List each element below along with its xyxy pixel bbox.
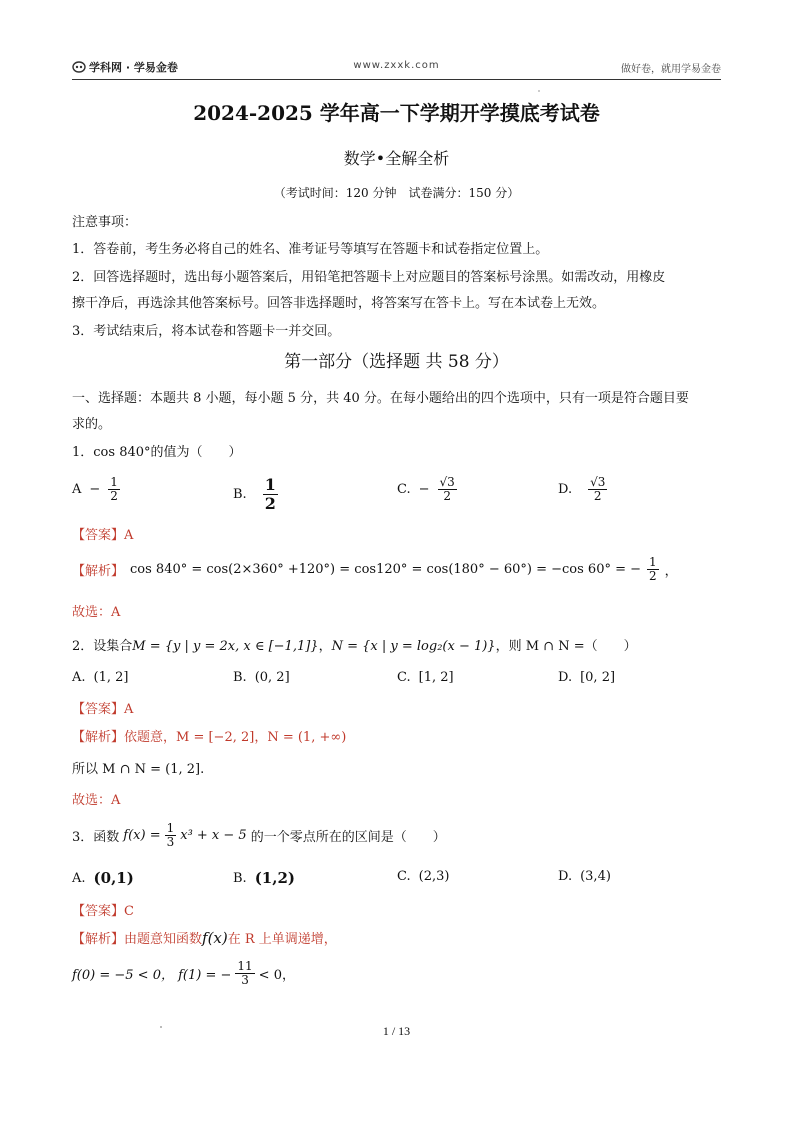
analysis-end: ， bbox=[664, 564, 678, 580]
analysis bbox=[72, 726, 721, 745]
option-d[interactable] bbox=[558, 670, 615, 685]
option-value: (1,2) bbox=[254, 869, 295, 887]
option-value: (0, 2] bbox=[254, 670, 290, 685]
function-name: f(x) = bbox=[123, 828, 161, 844]
analysis bbox=[72, 556, 721, 583]
stem-fraction bbox=[165, 822, 177, 849]
numerator: 1 bbox=[110, 475, 118, 489]
option-value: [0, 2] bbox=[580, 670, 616, 685]
question-number: 1． bbox=[72, 445, 94, 460]
option-label: B. bbox=[233, 486, 247, 502]
notice-heading: 注意事项： bbox=[72, 215, 138, 230]
option-value: [1, 2] bbox=[418, 670, 454, 685]
page-header bbox=[72, 58, 721, 80]
analysis-math: f(0) = −5 < 0， f(1) = − bbox=[72, 968, 232, 984]
denominator: 2 bbox=[110, 489, 118, 504]
option-value: (2,3) bbox=[418, 869, 450, 884]
question-number: 2．设集合 bbox=[72, 639, 133, 654]
option-b[interactable] bbox=[233, 476, 278, 512]
notice-item: 擦干净后，再选涂其他答案标号。回答非选择题时，将答案写在答卡上。写在本试卷上无效。 bbox=[72, 296, 606, 311]
option-label: D. bbox=[558, 670, 573, 685]
question-number: 3．函数 bbox=[72, 830, 120, 846]
question-1-stem bbox=[72, 441, 721, 460]
option-c[interactable] bbox=[397, 476, 457, 503]
numerator: √3 bbox=[439, 475, 455, 489]
section-title: 第一部分（选择题 共 58 分） bbox=[284, 352, 509, 372]
denominator: 2 bbox=[649, 569, 657, 584]
question-text: 的一个零点所在的区间是（ ） bbox=[250, 830, 446, 846]
conclusion: 故选：A bbox=[72, 793, 121, 808]
answer: 【答案】A bbox=[72, 528, 134, 543]
analysis-label: 【解析】 bbox=[72, 932, 125, 947]
set-m-definition: M = {y | y = 2x, x ∈ [−1,1]} bbox=[132, 639, 319, 654]
function-name: f(x) bbox=[202, 929, 228, 947]
analysis-math: < 0， bbox=[258, 968, 295, 984]
question-math: cos 840° bbox=[93, 445, 151, 460]
analysis-fraction bbox=[235, 960, 254, 987]
option-fraction bbox=[588, 476, 607, 503]
option-sign: − bbox=[89, 482, 101, 498]
analysis-text: 依题意，M = [−2, 2]，N = (1, +∞) bbox=[124, 730, 347, 745]
denominator: 2 bbox=[593, 489, 602, 504]
brand-text: 学科网 · 学易金卷 bbox=[89, 61, 178, 74]
option-label: C. bbox=[397, 670, 411, 685]
numerator: 1 bbox=[166, 821, 175, 835]
option-label: D. bbox=[558, 482, 573, 498]
option-c[interactable] bbox=[397, 670, 454, 685]
analysis-fraction bbox=[647, 556, 659, 583]
numerator: 1 bbox=[264, 475, 276, 494]
numerator: 11 bbox=[237, 959, 253, 973]
option-label: A. bbox=[72, 870, 86, 886]
page-subtitle: 数学•全解全析 bbox=[343, 149, 450, 168]
option-fraction bbox=[108, 476, 120, 503]
option-value: (3,4) bbox=[580, 869, 611, 884]
notice-item: 1．答卷前，考生务必将自己的姓名、准考证号等填写在答题卡和试卷指定位置上。 bbox=[72, 242, 549, 257]
question-text: 的值为（ ） bbox=[150, 445, 242, 460]
polynomial: x³ + x − 5 bbox=[180, 828, 247, 844]
site-url[interactable]: www.zxxk.com bbox=[353, 60, 440, 71]
option-label: D. bbox=[558, 869, 573, 884]
separator: ， bbox=[318, 639, 332, 654]
option-label: B. bbox=[233, 870, 247, 886]
option-label: C. bbox=[397, 482, 411, 498]
option-label: B. bbox=[233, 670, 247, 685]
set-n-definition: N = {x | y = log₂(x − 1)} bbox=[331, 639, 496, 654]
analysis-line: 所以 M ∩ N = (1, 2]. bbox=[72, 762, 205, 777]
option-d[interactable] bbox=[558, 476, 607, 503]
question-3-stem bbox=[72, 822, 721, 849]
option-a[interactable] bbox=[72, 670, 128, 685]
analysis-label: 【解析】 bbox=[72, 564, 125, 580]
notice-item: 2．回答选择题时，选出每小题答案后，用铅笔把答题卡上对应题目的答案标号涂黑。如需改动，用橡皮 bbox=[72, 270, 666, 285]
question-2-stem bbox=[72, 635, 721, 654]
denominator: 2 bbox=[443, 489, 451, 504]
option-b[interactable] bbox=[233, 670, 290, 685]
analysis-math: cos 840° = cos(2×360° +120°) = cos120° = cos(180° − 60°) = −cos 60° = − bbox=[130, 562, 642, 578]
answer: 【答案】C bbox=[72, 904, 134, 919]
page-number: 1 / 13 bbox=[382, 1024, 411, 1038]
option-label: A bbox=[72, 482, 82, 498]
numerator: 1 bbox=[649, 555, 657, 569]
option-b[interactable] bbox=[233, 869, 295, 887]
denominator: 3 bbox=[166, 835, 175, 850]
option-sign: − bbox=[418, 482, 430, 498]
answer: 【答案】A bbox=[72, 702, 134, 717]
analysis-text: 在 R 上单调递增， bbox=[227, 932, 337, 947]
analysis bbox=[72, 928, 721, 947]
option-c[interactable] bbox=[397, 869, 449, 884]
option-a[interactable] bbox=[72, 869, 134, 887]
analysis-label: 【解析】 bbox=[72, 730, 125, 745]
section-intro: 求的。 bbox=[72, 417, 112, 432]
decorative-dot bbox=[538, 90, 540, 92]
option-a[interactable] bbox=[72, 476, 120, 503]
option-fraction bbox=[263, 476, 278, 512]
question-text: ，则 M ∩ N =（ ） bbox=[495, 639, 637, 654]
denominator: 3 bbox=[241, 973, 249, 988]
page-title: 2024-2025 学年高一下学期开学摸底考试卷 bbox=[193, 101, 600, 125]
analysis-text: 由题意知函数 bbox=[124, 932, 203, 947]
conclusion: 故选：A bbox=[72, 605, 121, 620]
option-label: A. bbox=[72, 670, 86, 685]
exam-info: （考试时间：120 分钟 试卷满分：150 分） bbox=[273, 186, 520, 200]
numerator: √3 bbox=[590, 475, 606, 489]
slogan: 做好卷，就用学易金卷 bbox=[621, 64, 721, 75]
option-value: (1, 2] bbox=[93, 670, 129, 685]
section-intro: 一、选择题：本题共 8 小题，每小题 5 分，共 40 分。在每小题给出的四个选项中，只有一项是符合题目要 bbox=[72, 391, 689, 406]
option-label: C. bbox=[397, 869, 411, 884]
option-value: (0,1) bbox=[93, 869, 134, 887]
option-fraction bbox=[438, 476, 457, 503]
denominator: 2 bbox=[264, 493, 276, 513]
option-d[interactable] bbox=[558, 869, 611, 884]
analysis-line bbox=[72, 960, 721, 987]
notice-item: 3．考试结束后，将本试卷和答题卡一并交回。 bbox=[72, 324, 341, 339]
